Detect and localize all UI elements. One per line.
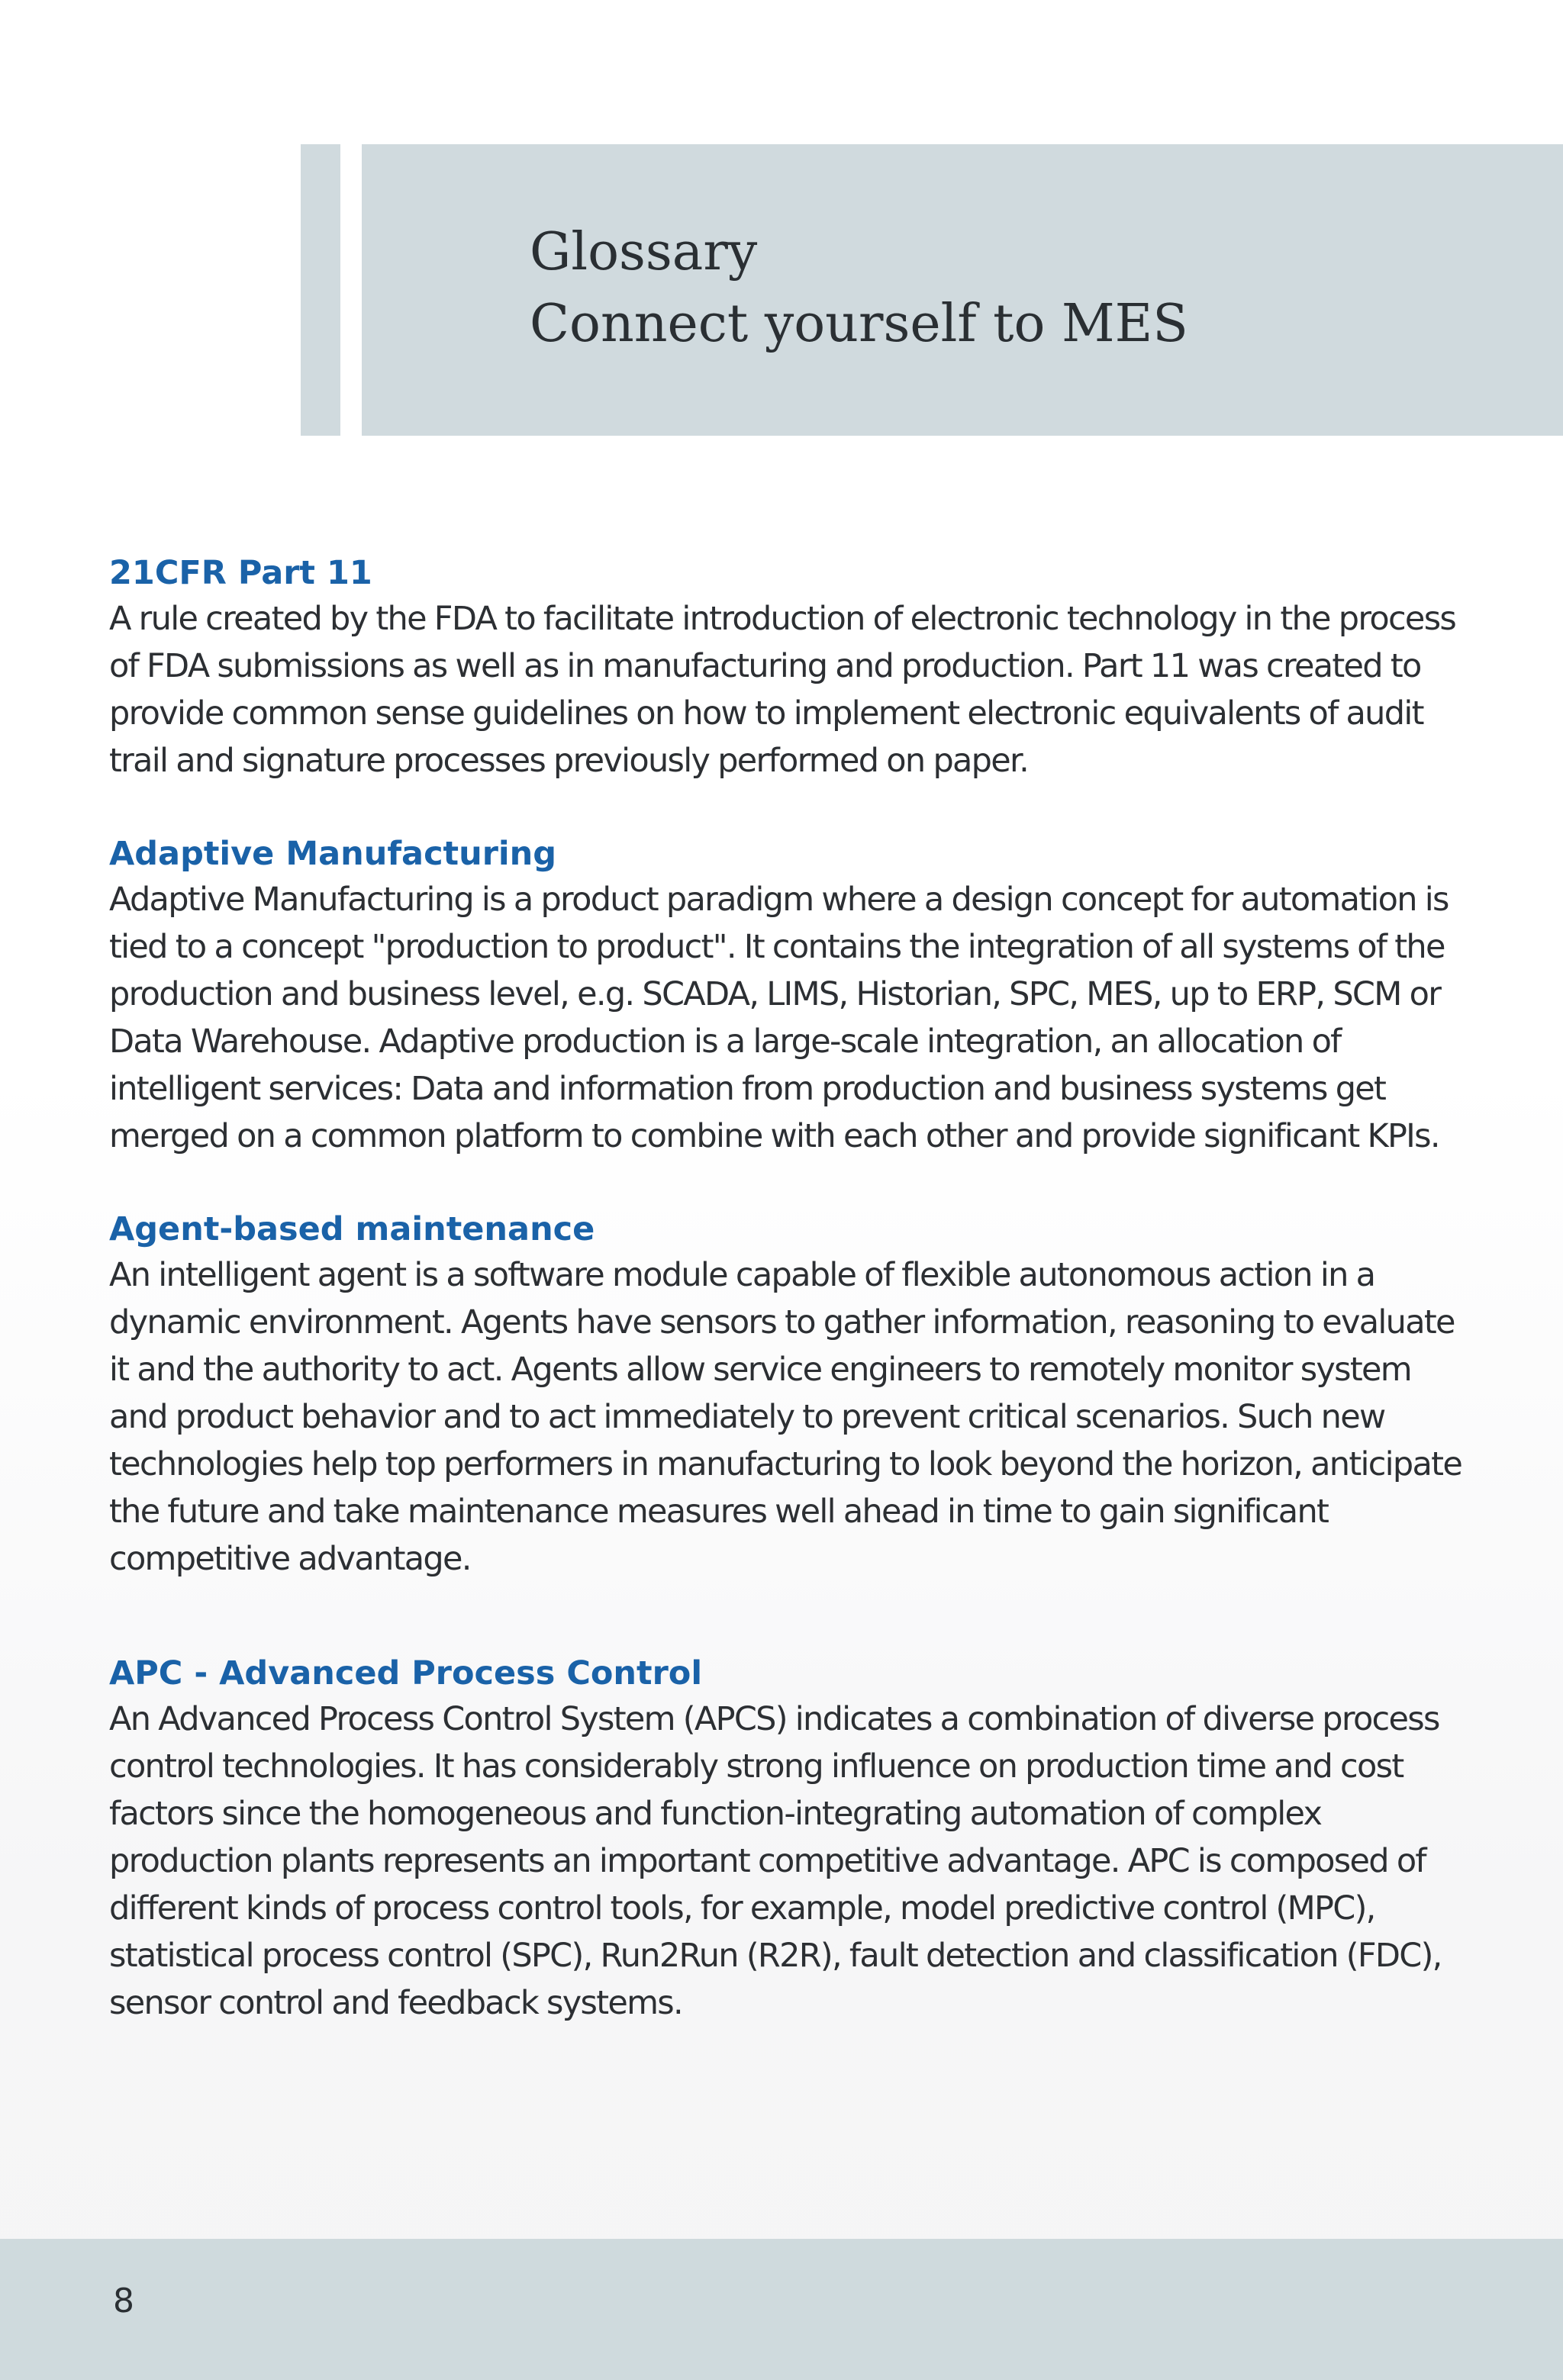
glossary-entry — [109, 832, 1468, 1160]
glossary-definition: An Advanced Process Control System (APCS) indicates a combination of diverse process control technologies. It has considerably strong influence on production time and cost factors since the homogeneous and function-integrating automation of complex production plants represents an important competitive advantage. APC is composed of different kinds of process control tools, for example, model predictive control (MPC), statistical process control (SPC), Run2Run (R2R), fault detection and classification (FDC), sensor control and feedback systems. — [109, 1700, 1442, 2022]
glossary-entry — [109, 1207, 1468, 1583]
footer-band — [0, 2239, 1563, 2380]
glossary-term: 21CFR Part 11 — [109, 554, 372, 592]
page-title-line-2: Connect yourself to MES — [530, 294, 1188, 354]
glossary-term: Adaptive Manufacturing — [109, 835, 557, 873]
glossary-entry — [109, 1651, 1468, 2027]
glossary-entry — [109, 551, 1468, 784]
page-title — [530, 217, 1188, 360]
header-accent-stripe — [301, 144, 340, 436]
glossary-term: APC - Advanced Process Control — [109, 1654, 703, 1692]
page-title-line-1: Glossary — [530, 222, 758, 282]
glossary-definition: Adaptive Manufacturing is a product paradigm where a design concept for automation is tied to a concept "production to product". It contains the integration of all systems of the production and business level, e.g. SCADA, LIMS, Historian, SPC, MES, up to ERP, SCM or Data Warehouse. Adaptive production is a large-scale integration, an allocation of intelligent services: Data and information from production and business systems get merged on a common platform to combine with each other and provide significant KPIs. — [109, 881, 1449, 1155]
glossary-definition: A rule created by the FDA to facilitate introduction of electronic technology in the process of FDA submissions as well as in manufacturing and production. Part 11 was created to provide common sense guidelines on how to implement electronic equivalents of audit trail and signature processes previously performed on paper. — [109, 600, 1456, 780]
page-number: 8 — [113, 2282, 134, 2320]
glossary-definition: An intelligent agent is a software module capable of flexible autonomous action in a dynamic environment. Agents have sensors to gather information, reasoning to evaluate it and the authority to act. Agents allow service engineers to remotely monitor system and product behavior and to act immediately to prevent critical scenarios. Such new technologies help top performers in manufacturing to look beyond the horizon, anticipate the future and take maintenance measures well ahead in time to gain significant competitive advantage. — [109, 1256, 1462, 1578]
glossary-term: Agent-based maintenance — [109, 1210, 595, 1248]
glossary-list — [109, 551, 1468, 2027]
